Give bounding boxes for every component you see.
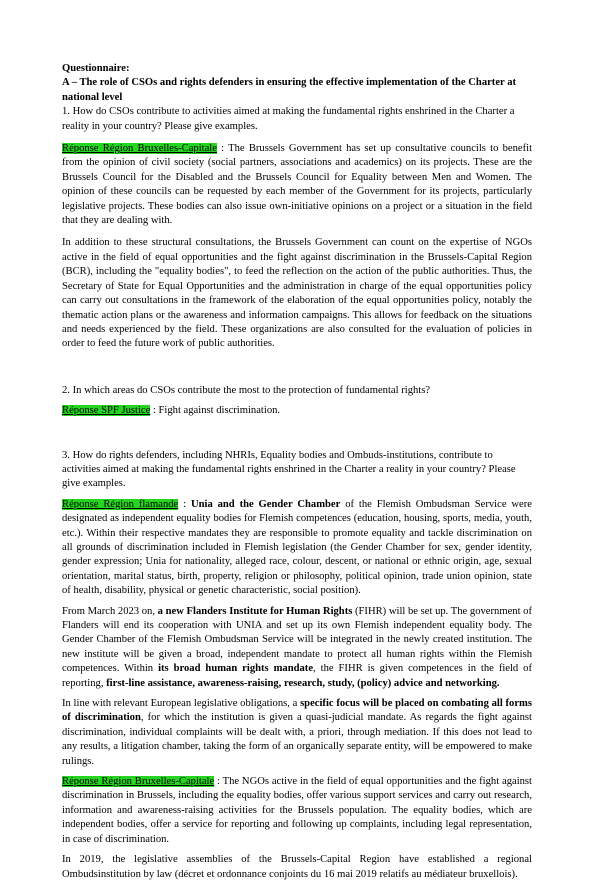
answer-text: : Fight against discrimination. (150, 405, 281, 417)
answer-label-highlight: Réponse Région flamande (62, 498, 179, 510)
answer-3-paragraph-fihr: From March 2023 on, a new Flanders Institute for Human Rights (FIHR) will be set up. The government of Flanders will end its cooperation with UNIA and set up its own Flemish independent equality body. The Gender Chamber of the Flemish Ombudsman Service will be integrated in the newly created institution. The new institute will be given a broad, independent mandate to protect all human rights within the Flemish competences. Within its broad human rights mandate, the FIHR is given competences in the field of reporting, first-line assistance, awareness-raising, research, study, (policy) advice and networking. (62, 605, 533, 689)
answer-text: : The NGOs active in the field of equal opportunities and the fight against discrimination in Brussels, including the equality bodies, offer various support services and carry out research, information and awareness-raising activities for the Brussels population. The equality bodies, which are independent bodies, offer a service for reporting and following up complaints, including legal representation, in case of discrimination. (62, 776, 532, 845)
answer-2-justice (62, 404, 532, 418)
answer-3-paragraph-ombuds: In 2019, the legislative assemblies of the Brussels-Capital Region have established a regional Ombudsinstitution by law (décret et ordonnance conjoints du 16 mai 2019 relatifs au médiateur bruxellois). (62, 854, 532, 880)
question-1: 1. How do CSOs contribute to activities aimed at making the fundamental rights enshrined in the Charter a reality in your country? Please give examples. (62, 106, 515, 132)
answer-label-highlight: Réponse Région Bruxelles-Capitale (62, 143, 217, 155)
answer-1-brussels (62, 142, 532, 228)
section-heading: A – The role of CSOs and rights defenders in ensuring the effective implementation of the Charter at national level (62, 77, 517, 103)
answer-3-paragraph-discrimination: In line with relevant European legislative obligations, a specific focus will be placed on combating all forms of discrimination, for which the institution is given a quasi-judicial mandate. As regards the fight against discrimination, individual complaints will be dealt with, a priori, through mediation. If this does not lead to any results, a litigation chamber, taking the form of an organically separate entity, will be empowered to make rulings. (62, 698, 532, 767)
question-2: 2. In which areas do CSOs contribute the most to the protection of fundamental rights? (62, 384, 431, 396)
document-page (62, 62, 532, 882)
answer-3-flemish: Réponse Région flamande : Unia and the Gender Chamber of the Flemish Ombudsman Service were designated as independent equality bodies for Flemish competences (education, housing, sports, media, youth, etc.). Within their respective mandates they are responsible to promote equality and tackle discrimination on all grounds of discrimination included in Flemish legislation (the Gender Chamber for sex, gender identity, gender expression; Unia for nationality, alleged race, colour, descent, or national or ethnic origin, age, sexual orientation, marital status, birth, property, religion or philosophy, political opinion, trade union opinion, state of health, disability, physical or genetic characteristic, social position). (62, 498, 532, 597)
answer-text: : The Brussels Government has set up consultative councils to benefit from the opinion of civil society (social partners, associations and academics) on its projects. These are the Brussels Council for the Disabled and the Brussels Council for Equality between Men and Women. The opinion of these councils can be requested by each member of the Government for its projects, particularly legislative projects. These bodies can also issue own-initiative opinions on a project or a situation in the field that they are dealing with. (62, 143, 533, 227)
answer-1-paragraph-2: In addition to these structural consultations, the Brussels Government can count on the expertise of NGOs active in the field of equal opportunities and the fight against discrimination in the Brussels-Capital Region (BCR), including the "equality bodies", to feed the reflection on the action of the public authorities. Thus, the Secretary of State for Equal Opportunities and the administration in charge of the equal opportunities policy can carry out consultations in the framework of the elaboration of the equal opportunities policy, notably the thematic action plans or the awareness and information campaigns. This allows for feedback on the situations and needs experienced by the field. These organizations are also consulted for the evaluation of policies in order to feed the future work of public authorities. (62, 237, 532, 350)
question-3: 3. How do rights defenders, including NHRIs, Equality bodies and Ombuds-institutions, contribute to activities aimed at making the fundamental rights enshrined in the Charter a reality in your country? Please give examples. (62, 449, 516, 490)
answer-label-highlight: Réponse SPF Justice (62, 405, 151, 417)
doc-title: Questionnaire: (62, 63, 130, 74)
answer-3-brussels (62, 775, 532, 847)
answer-label-highlight: Réponse Région Bruxelles-Capitale (62, 776, 215, 788)
